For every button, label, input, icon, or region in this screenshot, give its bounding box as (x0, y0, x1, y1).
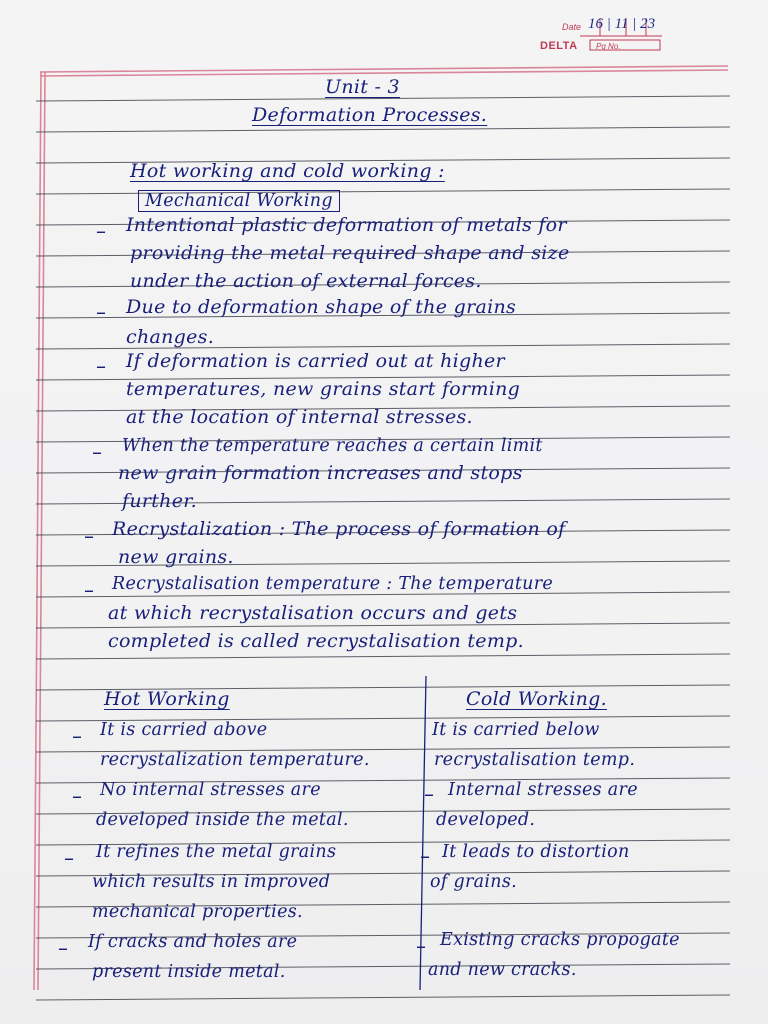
bullet-dash: – (84, 524, 94, 548)
note-line: new grains. (118, 546, 234, 568)
note-line: When the temperature reaches a certain limit (122, 436, 543, 456)
bullet-dash: – (96, 300, 106, 324)
hot-point-line: It is carried above (100, 720, 268, 740)
bullet-dash: – (72, 784, 82, 808)
bullet-dash: – (64, 846, 74, 870)
note-line: under the action of external forces. (130, 270, 482, 292)
bullet-dash: – (96, 219, 106, 243)
hot-point-line: recrystalization temperature. (100, 750, 370, 770)
cold-working-heading: Cold Working. (466, 688, 607, 710)
page-header (540, 14, 680, 58)
note-line: temperatures, new grains start forming (126, 378, 521, 400)
cold-point-line: of grains. (430, 872, 517, 892)
bullet-dash: – (92, 440, 102, 464)
bullet-dash: – (420, 844, 430, 868)
cold-point-line: Existing cracks propogate (440, 930, 680, 950)
hot-point-line: present inside metal. (92, 962, 286, 982)
cold-point-line: recrystalisation temp. (434, 750, 636, 770)
hot-point-line: No internal stresses are (100, 780, 321, 800)
hot-working-heading: Hot Working (104, 688, 230, 710)
note-line: further. (122, 490, 197, 512)
subject-title: Deformation Processes. (252, 104, 488, 126)
bullet-dash: – (416, 934, 426, 958)
date-label: Date (562, 22, 582, 32)
hot-point-line: developed inside the metal. (96, 810, 349, 830)
mechanical-working-box: Mechanical Working (138, 190, 340, 212)
note-line: new grain formation increases and stops (118, 462, 523, 484)
page-number-label: Pg No. (596, 42, 621, 51)
hot-point-line: It refines the metal grains (96, 842, 337, 862)
bullet-dash: – (84, 578, 94, 602)
hot-point-line: If cracks and holes are (88, 932, 298, 952)
cold-point-line: It is carried below (432, 720, 600, 740)
brand-logo: DELTA (540, 40, 578, 52)
note-line: Due to deformation shape of the grains (126, 296, 517, 318)
cold-point-line: developed. (436, 810, 536, 830)
topic-heading: Hot working and cold working : (130, 160, 445, 182)
note-line: at which recrystalisation occurs and gets (108, 602, 518, 624)
unit-title: Unit - 3 (325, 76, 400, 98)
bullet-dash: – (424, 782, 434, 806)
hot-point-line: mechanical properties. (92, 902, 303, 922)
cold-point-line: It leads to distortion (442, 842, 630, 862)
note-line: Recrystalisation temperature : The temperature (112, 574, 554, 594)
note-line: Recrystalization : The process of formation of (112, 518, 566, 540)
note-line: changes. (126, 326, 215, 348)
note-line: providing the metal required shape and size (130, 242, 570, 264)
note-line: If deformation is carried out at higher (126, 350, 505, 372)
hot-point-line: which results in improved (92, 872, 331, 892)
date-value: 16 | 11 | 23 (588, 16, 656, 32)
cold-point-line: and new cracks. (428, 960, 577, 980)
note-line: at the location of internal stresses. (126, 406, 473, 428)
bullet-dash: – (72, 724, 82, 748)
bullet-dash: – (96, 354, 106, 378)
note-line: Intentional plastic deformation of metals for (126, 214, 567, 236)
note-line: completed is called recrystalisation temp. (108, 630, 524, 652)
bullet-dash: – (58, 936, 68, 960)
cold-point-line: Internal stresses are (448, 780, 638, 800)
